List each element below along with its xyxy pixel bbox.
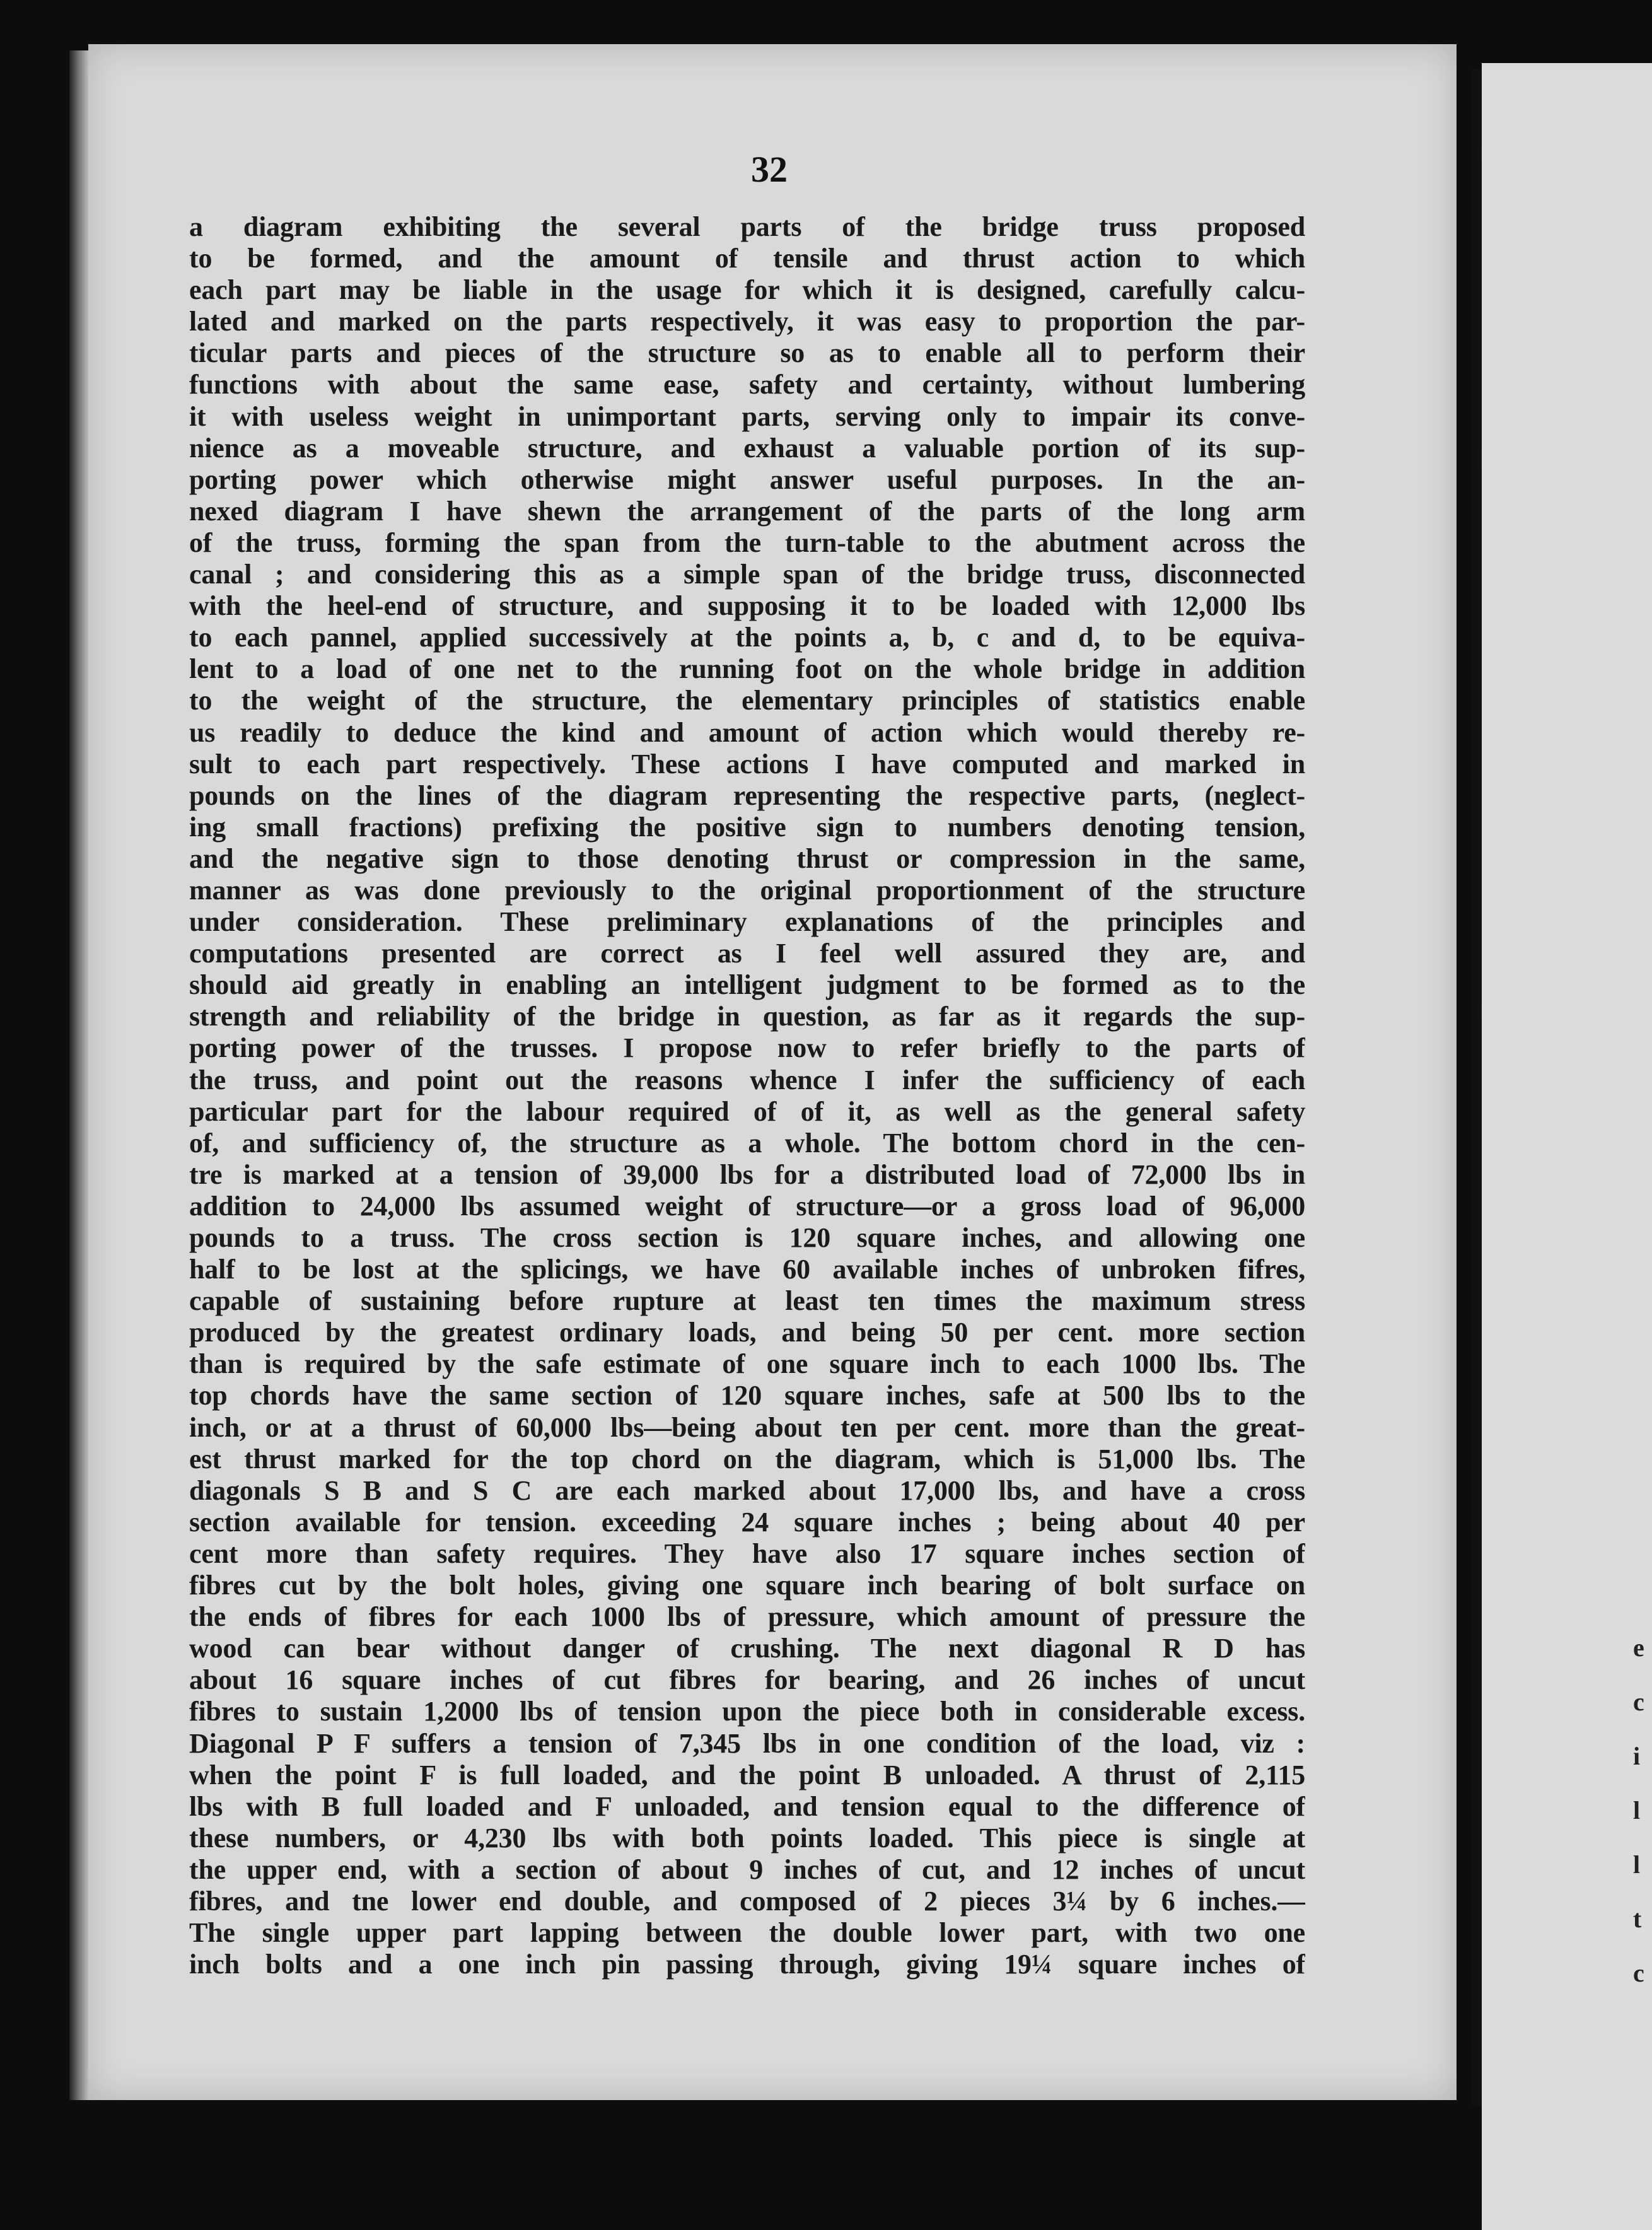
text-line: of, and sufficiency of, the structure as a whole. The bottom chord in the cen- (189, 1127, 1305, 1159)
text-line: nexed diagram I have shewn the arrangement of the parts of the long arm (189, 495, 1305, 527)
text-line: sult to each part respectively. These actions I have computed and marked in (189, 748, 1305, 779)
text-line: addition to 24,000 lbs assumed weight of structure—or a gross load of 96,000 (189, 1190, 1305, 1222)
text-line: lbs with B full loaded and F unloaded, and tension equal to the difference of (189, 1790, 1305, 1822)
text-line: porting power which otherwise might answer useful purposes. In the an- (189, 464, 1305, 495)
text-line: nience as a moveable structure, and exhaust a valuable portion of its sup- (189, 432, 1305, 464)
text-line: porting power of the trusses. I propose now to refer briefly to the parts of (189, 1032, 1305, 1064)
text-line: ticular parts and pieces of the structure so as to enable all to perform their (189, 337, 1305, 369)
text-line: tre is marked at a tension of 39,000 lbs for a distributed load of 72,000 lbs in (189, 1159, 1305, 1190)
text-line: of the truss, forming the span from the turn-table to the abutment across the (189, 527, 1305, 558)
text-line: fibres cut by the bolt holes, giving one square inch bearing of bolt surface on (189, 1570, 1305, 1601)
text-line: these numbers, or 4,230 lbs with both points loaded. This piece is single at (189, 1822, 1305, 1853)
text-line: lent to a load of one net to the running foot on the whole bridge in addition (189, 653, 1305, 685)
text-line: ing small fractions) prefixing the positive sign to numbers denoting tension, (189, 811, 1305, 843)
text-line: fibres, and tne lower end double, and composed of 2 pieces 3¼ by 6 inches.— (189, 1885, 1305, 1917)
edge-letter: c (1633, 1959, 1644, 1987)
text-line: est thrust marked for the top chord on the diagram, which is 51,000 lbs. The (189, 1443, 1305, 1474)
facing-page (1482, 63, 1652, 2230)
text-line: wood can bear without danger of crushing. The next diagonal R D has (189, 1633, 1305, 1664)
text-line: pounds on the lines of the diagram representing the respective parts, (neglect- (189, 779, 1305, 811)
edge-letter: l (1633, 1796, 1641, 1824)
edge-letter: e (1633, 1633, 1644, 1662)
edge-letter: t (1633, 1905, 1642, 1933)
page-edge-shadow (69, 50, 88, 2100)
text-line: lated and marked on the parts respectively, it was easy to proportion the par- (189, 306, 1305, 337)
text-line: diagonals S B and S C are each marked about 17,000 lbs, and have a cross (189, 1474, 1305, 1506)
text-line: us readily to deduce the kind and amount of action which would thereby re- (189, 716, 1305, 748)
text-line: canal ; and considering this as a simple span of the bridge truss, disconnected (189, 559, 1305, 590)
text-line: half to be lost at the splicings, we have 60 available inches of unbroken fifres, (189, 1254, 1305, 1285)
text-line: each part may be liable in the usage for which it is designed, carefully calcu- (189, 274, 1305, 306)
text-line: the ends of fibres for each 1000 lbs of pressure, which amount of pressure the (189, 1601, 1305, 1633)
text-line: manner as was done previously to the original proportionment of the structure (189, 874, 1305, 906)
text-line: under consideration. These preliminary explanations of the principles and (189, 906, 1305, 938)
edge-letter: c (1633, 1688, 1644, 1716)
text-line: pounds to a truss. The cross section is 120 square inches, and allowing one (189, 1222, 1305, 1253)
text-line: The single upper part lapping between the double lower part, with two one (189, 1917, 1305, 1949)
text-line: functions with about the same ease, safety and certainty, without lumbering (189, 369, 1305, 400)
text-line: the truss, and point out the reasons whence I infer the sufficiency of each (189, 1064, 1305, 1095)
text-line: produced by the greatest ordinary loads, and being 50 per cent. more section (189, 1317, 1305, 1348)
page-number: 32 (751, 149, 788, 190)
text-line: a diagram exhibiting the several parts of the bridge truss proposed (189, 211, 1305, 242)
text-line: cent more than safety requires. They have also 17 square inches section of (189, 1538, 1305, 1569)
text-line: computations presented are correct as I feel well assured they are, and (189, 938, 1305, 969)
facing-page-edge-text (1633, 1621, 1652, 2000)
edge-letter: l (1633, 1850, 1641, 1879)
text-line: and the negative sign to those denoting thrust or compression in the same, (189, 843, 1305, 874)
text-line: strength and reliability of the bridge in question, as far as it regards the sup- (189, 1001, 1305, 1032)
text-line: when the point F is full loaded, and the point B unloaded. A thrust of 2,115 (189, 1759, 1305, 1790)
edge-letter: i (1633, 1742, 1641, 1770)
text-line: inch, or at a thrust of 60,000 lbs—being about ten per cent. more than the great- (189, 1411, 1305, 1443)
text-line: with the heel-end of structure, and supposing it to be loaded with 12,000 lbs (189, 590, 1305, 622)
text-line: to be formed, and the amount of tensile and thrust action to which (189, 243, 1305, 274)
text-line: inch bolts and a one inch pin passing through, giving 19¼ square inches of (189, 1949, 1305, 1980)
text-line: top chords have the same section of 120 square inches, safe at 500 lbs to the (189, 1380, 1305, 1411)
binding-gutter (1472, 69, 1481, 2106)
text-line: it with useless weight in unimportant parts, serving only to impair its conve- (189, 400, 1305, 432)
text-line: section available for tension. exceeding 24 square inches ; being about 40 per (189, 1506, 1305, 1538)
text-line: fibres to sustain 1,2000 lbs of tension upon the piece both in considerable excess. (189, 1696, 1305, 1727)
text-line: Diagonal P F suffers a tension of 7,345 lbs in one condition of the load, viz : (189, 1727, 1305, 1759)
text-line: capable of sustaining before rupture at least ten times the maximum stress (189, 1285, 1305, 1317)
text-line: than is required by the safe estimate of one square inch to each 1000 lbs. The (189, 1348, 1305, 1380)
text-line: about 16 square inches of cut fibres for bearing, and 26 inches of uncut (189, 1664, 1305, 1696)
text-line: the upper end, with a section of about 9 inches of cut, and 12 inches of uncut (189, 1853, 1305, 1885)
text-line: should aid greatly in enabling an intelligent judgment to be formed as to the (189, 969, 1305, 1001)
body-text (189, 211, 1305, 1980)
text-line: to the weight of the structure, the elementary principles of statistics enable (189, 685, 1305, 716)
text-line: particular part for the labour required of of it, as well as the general safety (189, 1095, 1305, 1127)
text-line: to each pannel, applied successively at the points a, b, c and d, to be equiva- (189, 622, 1305, 653)
